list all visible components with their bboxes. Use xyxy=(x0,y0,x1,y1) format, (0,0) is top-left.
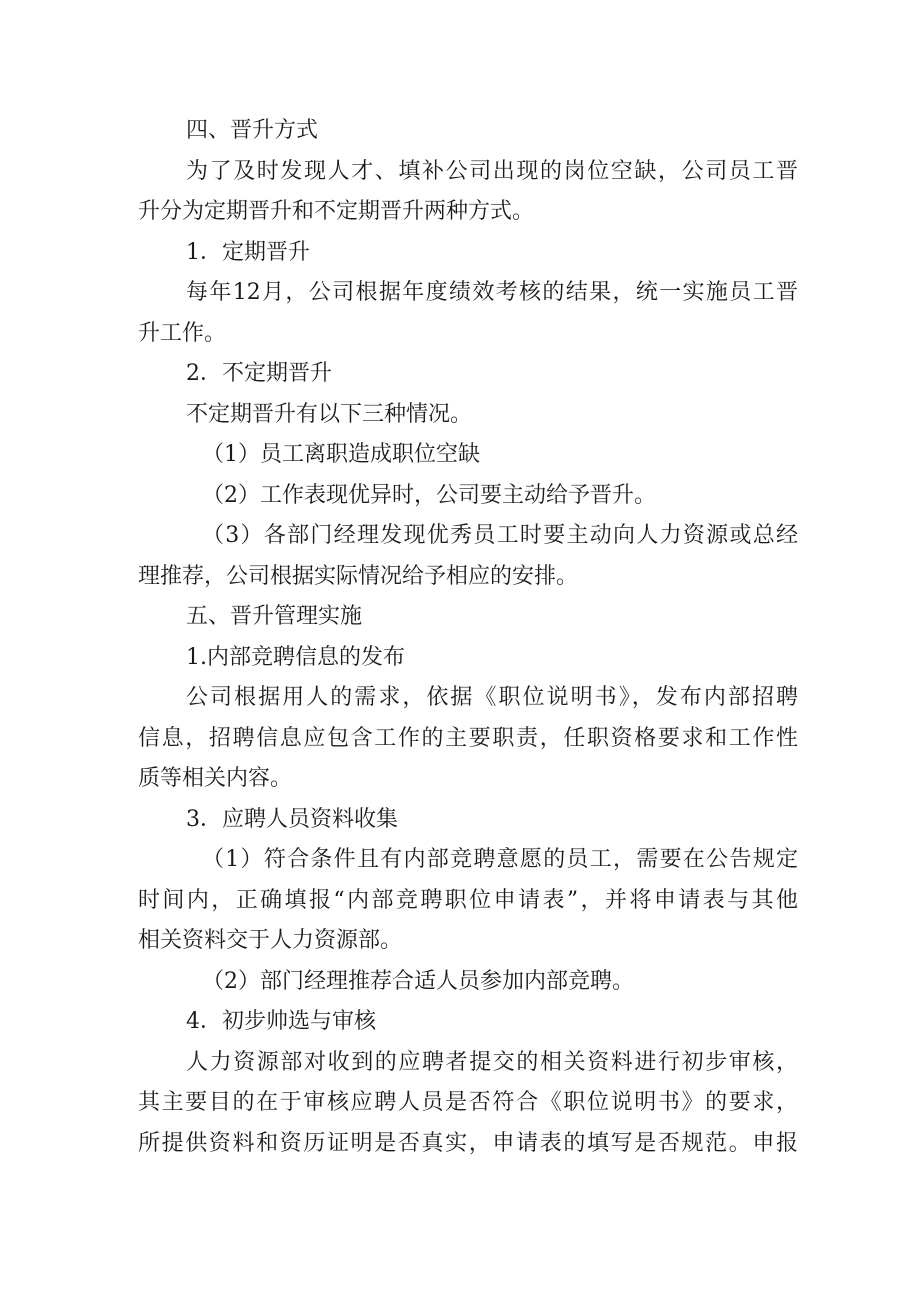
text-line: （2）部门经理推荐合适人员参加内部竞聘。 xyxy=(202,968,634,994)
text-line: 其主要目的在于审核应聘人员是否符合《职位说明书》的要求， xyxy=(138,1090,798,1115)
text-line: 五、晋升管理实施 xyxy=(186,604,363,629)
text-line: 3．应聘人员资料收集 xyxy=(186,806,398,832)
text-line: 不定期晋升有以下三种情况。 xyxy=(186,401,473,427)
text-line: 质等相关内容。 xyxy=(138,766,293,791)
text-line: 为了及时发现人才、填补公司出现的岗位空缺，公司员工晋 xyxy=(186,158,798,184)
text-line: 理推荐，公司根据实际情况给予相应的安排。 xyxy=(138,563,579,589)
text-line: 升工作。 xyxy=(138,320,227,346)
text-line: 所提供资料和资历证明是否真实，申请表的填写是否规范。申报 xyxy=(138,1130,798,1156)
text-line: 人力资源部对收到的应聘者提交的相关资料进行初步审核， xyxy=(186,1049,798,1075)
text-line: 时间内，正确填报“内部竞聘职位申请表”，并将申请表与其他 xyxy=(138,887,798,913)
text-line: 1.内部竞聘信息的发布 xyxy=(186,644,405,670)
text-line: 相关资料交于人力资源部。 xyxy=(138,928,403,953)
text-line: 4．初步帅选与审核 xyxy=(186,1009,376,1034)
document-body xyxy=(138,111,798,1164)
text-line: 1．定期晋升 xyxy=(186,239,310,265)
text-line: 升分为定期晋升和不定期晋升两种方式。 xyxy=(138,199,535,224)
text-line: 每年12月，公司根据年度绩效考核的结果，统一实施员工晋 xyxy=(186,280,798,305)
text-line: 信息，招聘信息应包含工作的主要职责，任职资格要求和工作性 xyxy=(138,725,798,751)
text-line: （1）员工离职造成职位空缺 xyxy=(202,442,480,467)
text-line: （2）工作表现优异时，公司要主动给予晋升。 xyxy=(202,482,656,508)
text-line: （3）各部门经理发现优秀员工时要主动向人力资源或总经 xyxy=(202,523,798,548)
text-line: 公司根据用人的需求，依据《职位说明书》，发布内部招聘 xyxy=(186,685,798,710)
text-line: 四、晋升方式 xyxy=(186,118,319,143)
text-line: （1）符合条件且有内部竞聘意愿的员工，需要在公告规定 xyxy=(202,847,798,872)
text-line: 2．不定期晋升 xyxy=(186,361,332,386)
